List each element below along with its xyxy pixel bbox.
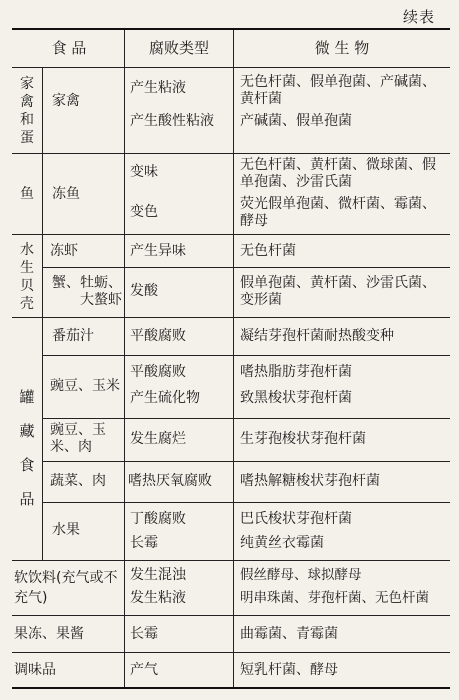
spoilage-type: 发生混浊 [130,567,186,583]
spoilage-type: 产生异味 [130,243,186,259]
microbes-text: 假丝酵母、球拟酵母 [240,567,362,583]
microbes-text: 无色杆菌、黄杆菌、微球菌、假单孢菌、沙雷氏菌 [240,157,436,190]
item-peas-corn: 豌豆、玉米 [50,378,120,394]
spoilage-type: 发酸 [130,283,158,299]
grid-line [12,153,450,154]
spoilage-type: 嗜热厌氧腐败 [128,473,212,489]
grid-line [124,30,125,687]
header-food: 食 品 [51,39,87,57]
item-fruit: 水果 [52,522,80,538]
spoilage-type: 产生硫化物 [130,390,200,406]
microbes-text: 生芽孢梭状芽孢杆菌 [240,431,366,447]
item-tomato-juice: 番茄汁 [52,328,94,344]
microbes-text: 假单孢菌、黄杆菌、沙雷氏菌、变形菌 [240,275,436,308]
grid-line [42,461,450,462]
grid-line [12,67,450,68]
category-fish: 鱼 [20,186,34,202]
microbes-text: 产碱菌、假单孢菌 [240,113,352,129]
spoilage-type: 变色 [130,204,158,220]
item-peas-corn-meat: 豌豆、玉米、肉 [50,422,106,455]
microbes-text: 巴氏梭状芽孢杆菌 [240,511,352,527]
spoilage-type: 丁酸腐败 [130,511,186,527]
microbes-text: 曲霉菌、青霉菌 [240,626,338,642]
microbes-text: 嗜热脂肪芽孢杆菌 [240,364,352,380]
microbes-text: 凝结芽孢杆菌耐热酸变种 [240,328,394,344]
spoilage-type: 变味 [130,164,158,180]
category-condiments: 调味品 [14,662,56,678]
grid-line [42,68,43,560]
spoilage-type: 长霉 [130,535,158,551]
header-microorganisms: 微 生 物 [314,39,370,57]
header-spoilage-type: 腐败类型 [148,39,209,57]
microbes-text: 纯黄丝衣霉菌 [240,535,324,551]
spoilage-type: 产气 [130,662,158,678]
microbes-text: 无色杆菌 [240,243,296,259]
grid-line [12,560,450,561]
microbes-text: 短乳杆菌、酵母 [240,662,338,678]
spoilage-type: 平酸腐败 [130,328,186,344]
microbes-text: 嗜热解糖梭状芽孢杆菌 [240,473,380,489]
category-soft-drinks: 软饮料(充气或不充气) [14,570,118,606]
spoilage-type: 产生酸性粘液 [130,113,214,129]
spoilage-type: 发生腐烂 [130,431,186,447]
microbes-text: 致黑梭状芽孢杆菌 [240,390,352,406]
item-frozen-fish: 冻鱼 [52,186,80,202]
category-canned-food: 罐 藏 食 品 [19,388,35,508]
grid-line [42,418,450,419]
category-poultry-eggs: 家 禽 和 蛋 [20,76,34,146]
grid-line [12,615,450,616]
microbes-text: 明串珠菌、芽孢杆菌、无色杆菌 [240,590,429,606]
spoilage-type: 长霉 [130,626,158,642]
grid-line [42,267,450,268]
item-vegetables-meat: 蔬菜、肉 [50,473,106,489]
category-jelly-jam: 果冻、果酱 [14,626,84,642]
spoilage-type: 平酸腐败 [130,364,186,380]
grid-line [42,355,450,356]
grid-line [42,502,450,503]
grid-line [12,234,450,235]
item-crab-oyster-lobster: 蟹、牡蛎、大螯虾 [52,275,122,308]
table-top-rule [12,28,450,30]
item-poultry: 家禽 [52,93,80,109]
microbes-text: 荧光假单孢菌、微杆菌、霉菌、酵母 [240,196,436,229]
spoilage-type: 发生粘液 [130,590,186,606]
table-bottom-rule [12,687,450,689]
grid-line [12,652,450,653]
table-continued-caption: 续表 [402,8,435,26]
grid-line [233,30,234,687]
grid-line [12,317,450,318]
item-frozen-shrimp: 冻虾 [50,243,78,259]
category-aquatic-shellfish: 水 生 贝 壳 [20,242,34,312]
microbes-text: 无色杆菌、假单孢菌、产碱菌、黄杆菌 [240,74,436,107]
spoilage-type: 产生粘液 [130,80,186,96]
